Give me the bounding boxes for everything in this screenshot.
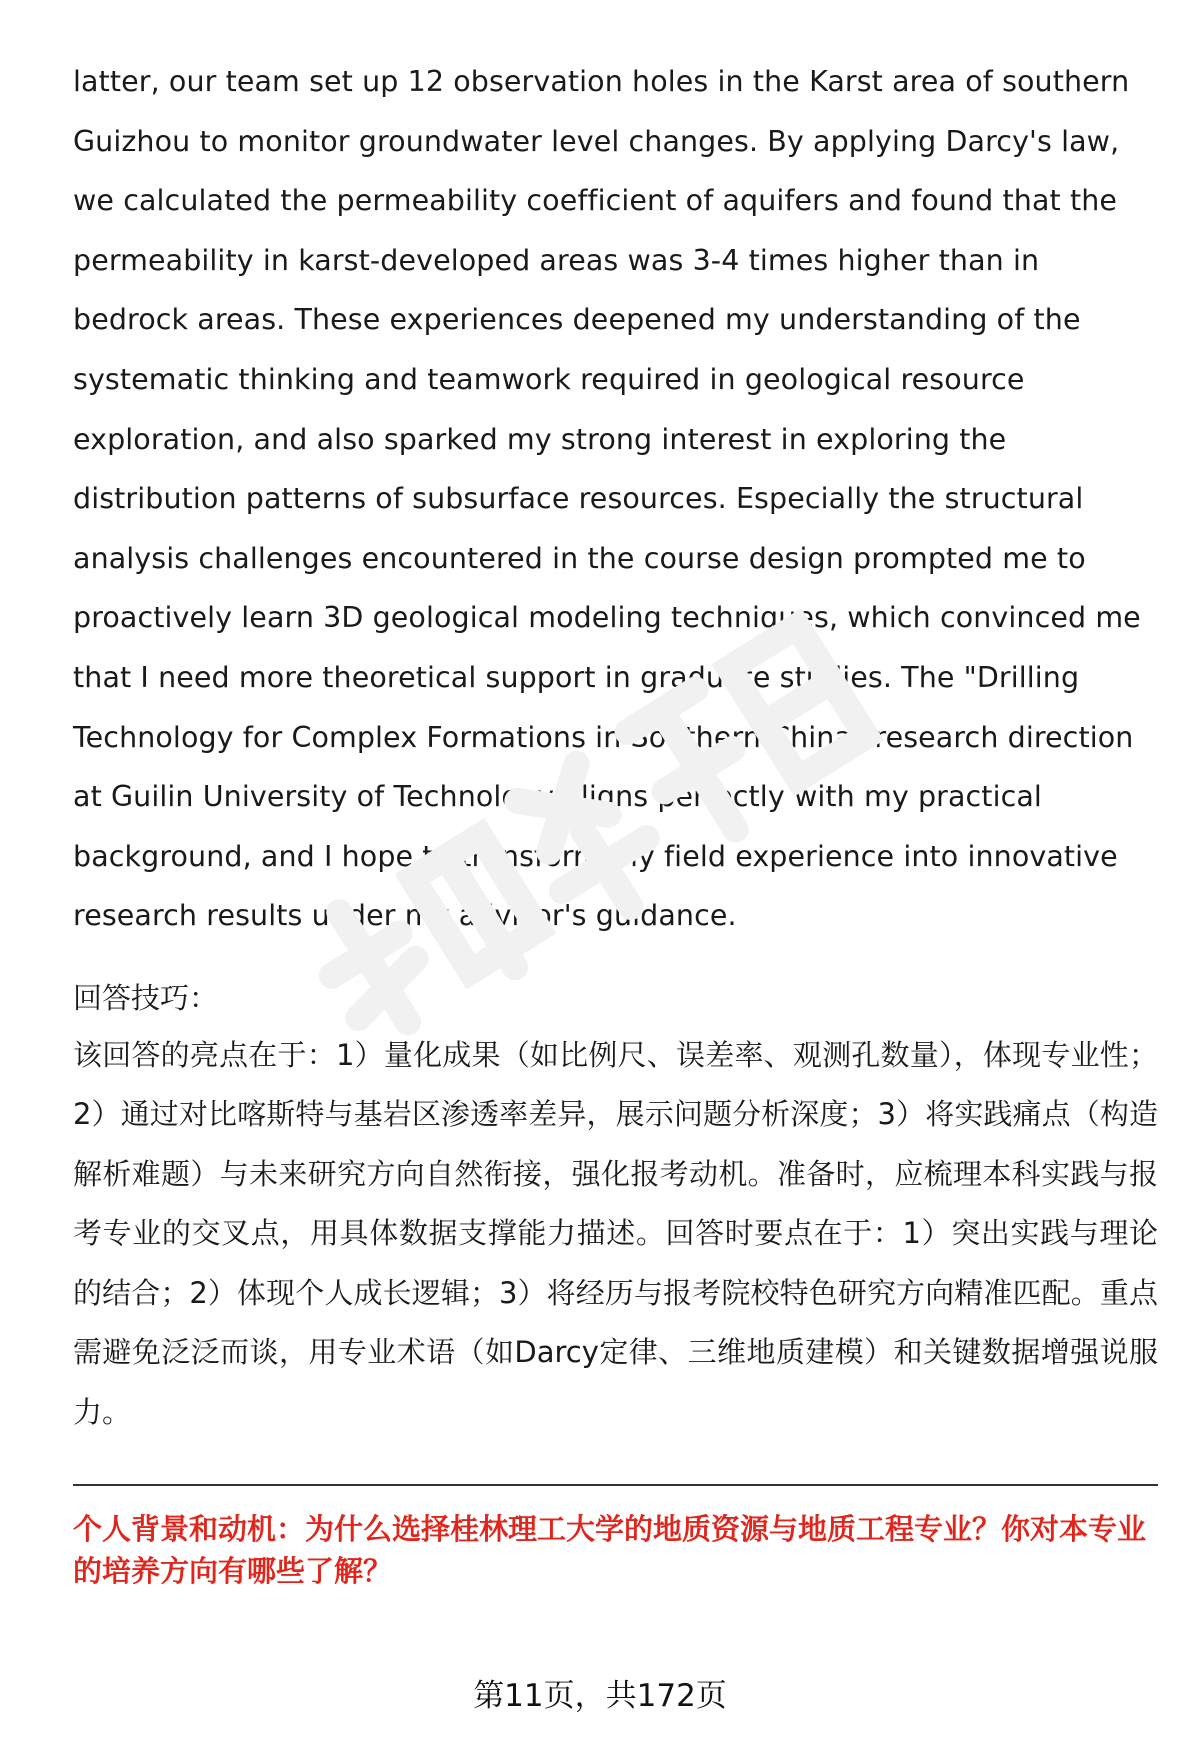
tips-body: 该回答的亮点在于：1）量化成果（如比例尺、误差率、观测孔数量），体现专业性；2）通过对比喀斯特与基岩区渗透率差异，展示问题分析深度；3）将实践痛点（构造解析难题）与未来研究方向自然衔接，强化报考动机。准备时，应梳理本科实践与报考专业的交叉点，用具体数据支撑能力描述。回答时要点在于：1）突出实践与理论的结合；2）体现个人成长逻辑；3）将经历与报考院校特色研究方向精准匹配。重点需避免泛泛而谈，用专业术语（如Darcy定律、三维地质建模）和关键数据增强说服力。 [73, 1037, 1158, 1429]
answer-paragraph: latter, our team set up 12 observation holes in the Karst area of southern Guizhou to monitor groundwater level changes. By applying Darcy's law, we calculated the permeability coefficient of aquifers and found that the permeability in karst-developed areas was 3-4 times higher than in bedrock areas. These experiences deepened my understanding of the systematic thinking and teamwork required in geological resource exploration, and also sparked my strong interest in exploring the distribution patterns of subsurface resources. Especially the structural analysis challenges encountered in the course design prompted me to proactively learn 3D geological modeling techniques, which convinced me that I need more theoretical support in graduate studies. The "Drilling Technology for Complex Formations in Southern China" research direction at Guilin University of Technology aligns perfectly with my practical background, and I hope to transform my field experience into innovative research results under my advisor's guidance. [73, 65, 1141, 933]
page-content [73, 52, 1158, 1592]
page-number-footer: 第11页，共172页 [473, 1678, 727, 1714]
section-divider [73, 1484, 1158, 1486]
tips-title: 回答技巧： [73, 980, 219, 1015]
next-question-heading: 个人背景和动机：为什么选择桂林理工大学的地质资源与地质工程专业？你对本专业的培养方向有哪些了解？ [73, 1512, 1147, 1589]
